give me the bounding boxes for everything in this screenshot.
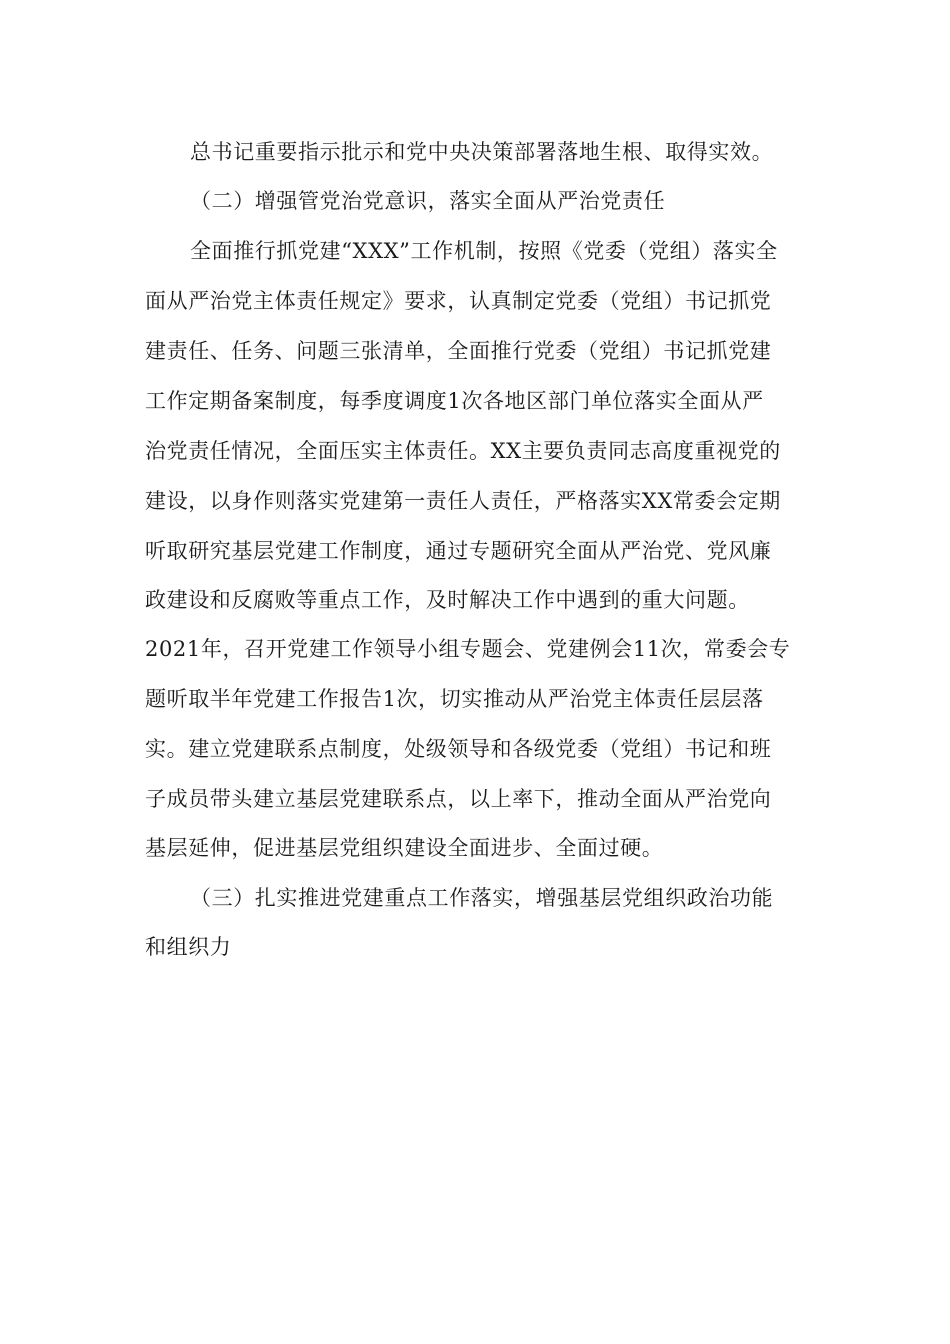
paragraph-line: 总书记重要指示批示和党中央决策部署落地生根、取得实效。 — [190, 140, 774, 164]
paragraph-line: 听取研究基层党建工作制度，通过专题研究全面从严治党、党风廉 — [145, 539, 772, 563]
paragraph-line: 建设，以身作则落实党建第一责任人责任，严格落实XX常委会定期 — [145, 489, 781, 513]
paragraph-line: 子成员带头建立基层党建联系点，以上率下，推动全面从严治党向 — [145, 787, 772, 811]
paragraph-line: 建责任、任务、问题三张清单，全面推行党委（党组）书记抓党建 — [145, 339, 772, 363]
paragraph-line: 实。建立党建联系点制度，处级领导和各级党委（党组）书记和班 — [145, 737, 772, 761]
section-heading-3-continued: 和组织力 — [145, 935, 232, 959]
section-heading-2: （二）增强管党治党意识，落实全面从严治党责任 — [190, 189, 666, 213]
section-heading-3: （三）扎实推进党建重点工作落实，增强基层党组织政治功能 — [190, 886, 774, 910]
paragraph-line: 政建设和反腐败等重点工作，及时解决工作中遇到的重大问题。 — [145, 588, 750, 612]
paragraph-line: 全面推行抓党建“XXX”工作机制，按照《党委（党组）落实全 — [190, 239, 778, 263]
paragraph-line: 题听取半年党建工作报告1次，切实推动从严治党主体责任层层落 — [145, 687, 764, 711]
paragraph-line: 工作定期备案制度，每季度调度1次各地区部门单位落实全面从严 — [145, 389, 764, 413]
paragraph-line: 基层延伸，促进基层党组织建设全面进步、全面过硬。 — [145, 836, 664, 860]
paragraph-line: 面从严治党主体责任规定》要求，认真制定党委（党组）书记抓党 — [145, 289, 772, 313]
paragraph-line: 2021年，召开党建工作领导小组专题会、党建例会11次，常委会专 — [145, 637, 791, 661]
paragraph-line: 治党责任情况，全面压实主体责任。XX主要负责同志高度重视党的 — [145, 439, 781, 463]
